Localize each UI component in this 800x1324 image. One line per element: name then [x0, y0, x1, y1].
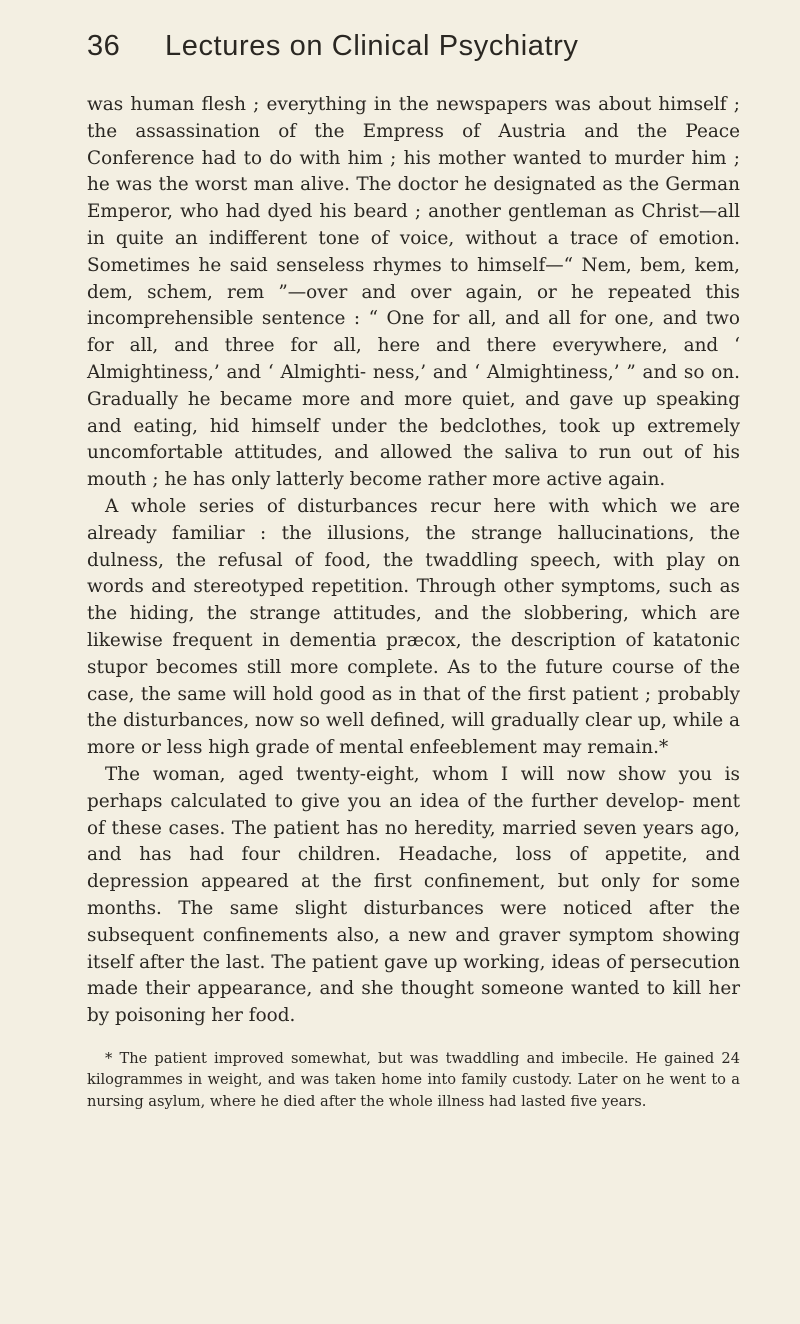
- footnote-text: * The patient improved somewhat, but was twaddling and imbecile. He gained 24 kilogrammes in weight, and was taken home into family custody. Later on he went to a nursing asylum, where he died after the whole illness had lasted five years.: [87, 1049, 740, 1111]
- paragraph-continuation: was human flesh ; everything in the newspapers was about himself ; the assassination of the Empress of Austria and the Peace Conference had to do with him ; his mother wanted to murder him ; he was the worst man alive. The doctor he designated as the German Emperor, who had dyed his beard ; another gentleman as Christ—all in quite an indifferent tone of voice, without a trace of emotion. Sometimes he said senseless rhymes to himself—“ Nem, bem, kem, dem, schem, rem ”—over and over again, or he repeated this incomprehensible sentence : “ One for all, and all for one, and two for all, and three for all, here and there everywhere, and ‘ Almightiness,’ and ‘ Almighti- ness,’ and ‘ Almightiness,’ ” and so on. Gradually he became more and more quiet, and gave up speaking and eating, hid himself under the bedclothes, took up extremely uncomfortable attitudes, and allowed the saliva to run out of his mouth ; he has only latterly become rather more active again.: [87, 94, 740, 491]
- paragraph-disturbances: A whole series of disturbances recur here with which we are already familiar : the illusions, the strange hallucinations, the dulness, the refusal of food, the twaddling speech, with play on words and stereotyped repetition. Through other symptoms, such as the hiding, the strange attitudes, and the slobbering, which are likewise frequent in dementia præcox, the description of katatonic stupor becomes still more complete. As to the future course of the case, the same will hold good as in that of the first patient ; probably the disturbances, now so well defined, will gradually clear up, while a more or less high grade of mental enfeeblement may remain.*: [87, 495, 740, 759]
- running-title: Lectures on Clinical Psychiatry: [165, 30, 579, 62]
- body-text: [87, 92, 740, 1030]
- paragraph-woman-case: The woman, aged twenty-eight, whom I will now show you is perhaps calculated to give you an idea of the further develop- ment of these cases. The patient has no heredity, married seven years ago, and has had four children. Headache, loss of appetite, and depression appeared at the first confinement, but only for some months. The same slight disturbances were noticed after the subsequent confinements also, a new and graver symptom showing itself after the last. The patient gave up working, ideas of persecution made their appearance, and she thought someone wanted to kill her by poisoning her food.: [87, 763, 740, 1027]
- page-number: 36: [87, 30, 121, 62]
- running-head: [87, 30, 740, 80]
- footnote: [87, 1048, 740, 1113]
